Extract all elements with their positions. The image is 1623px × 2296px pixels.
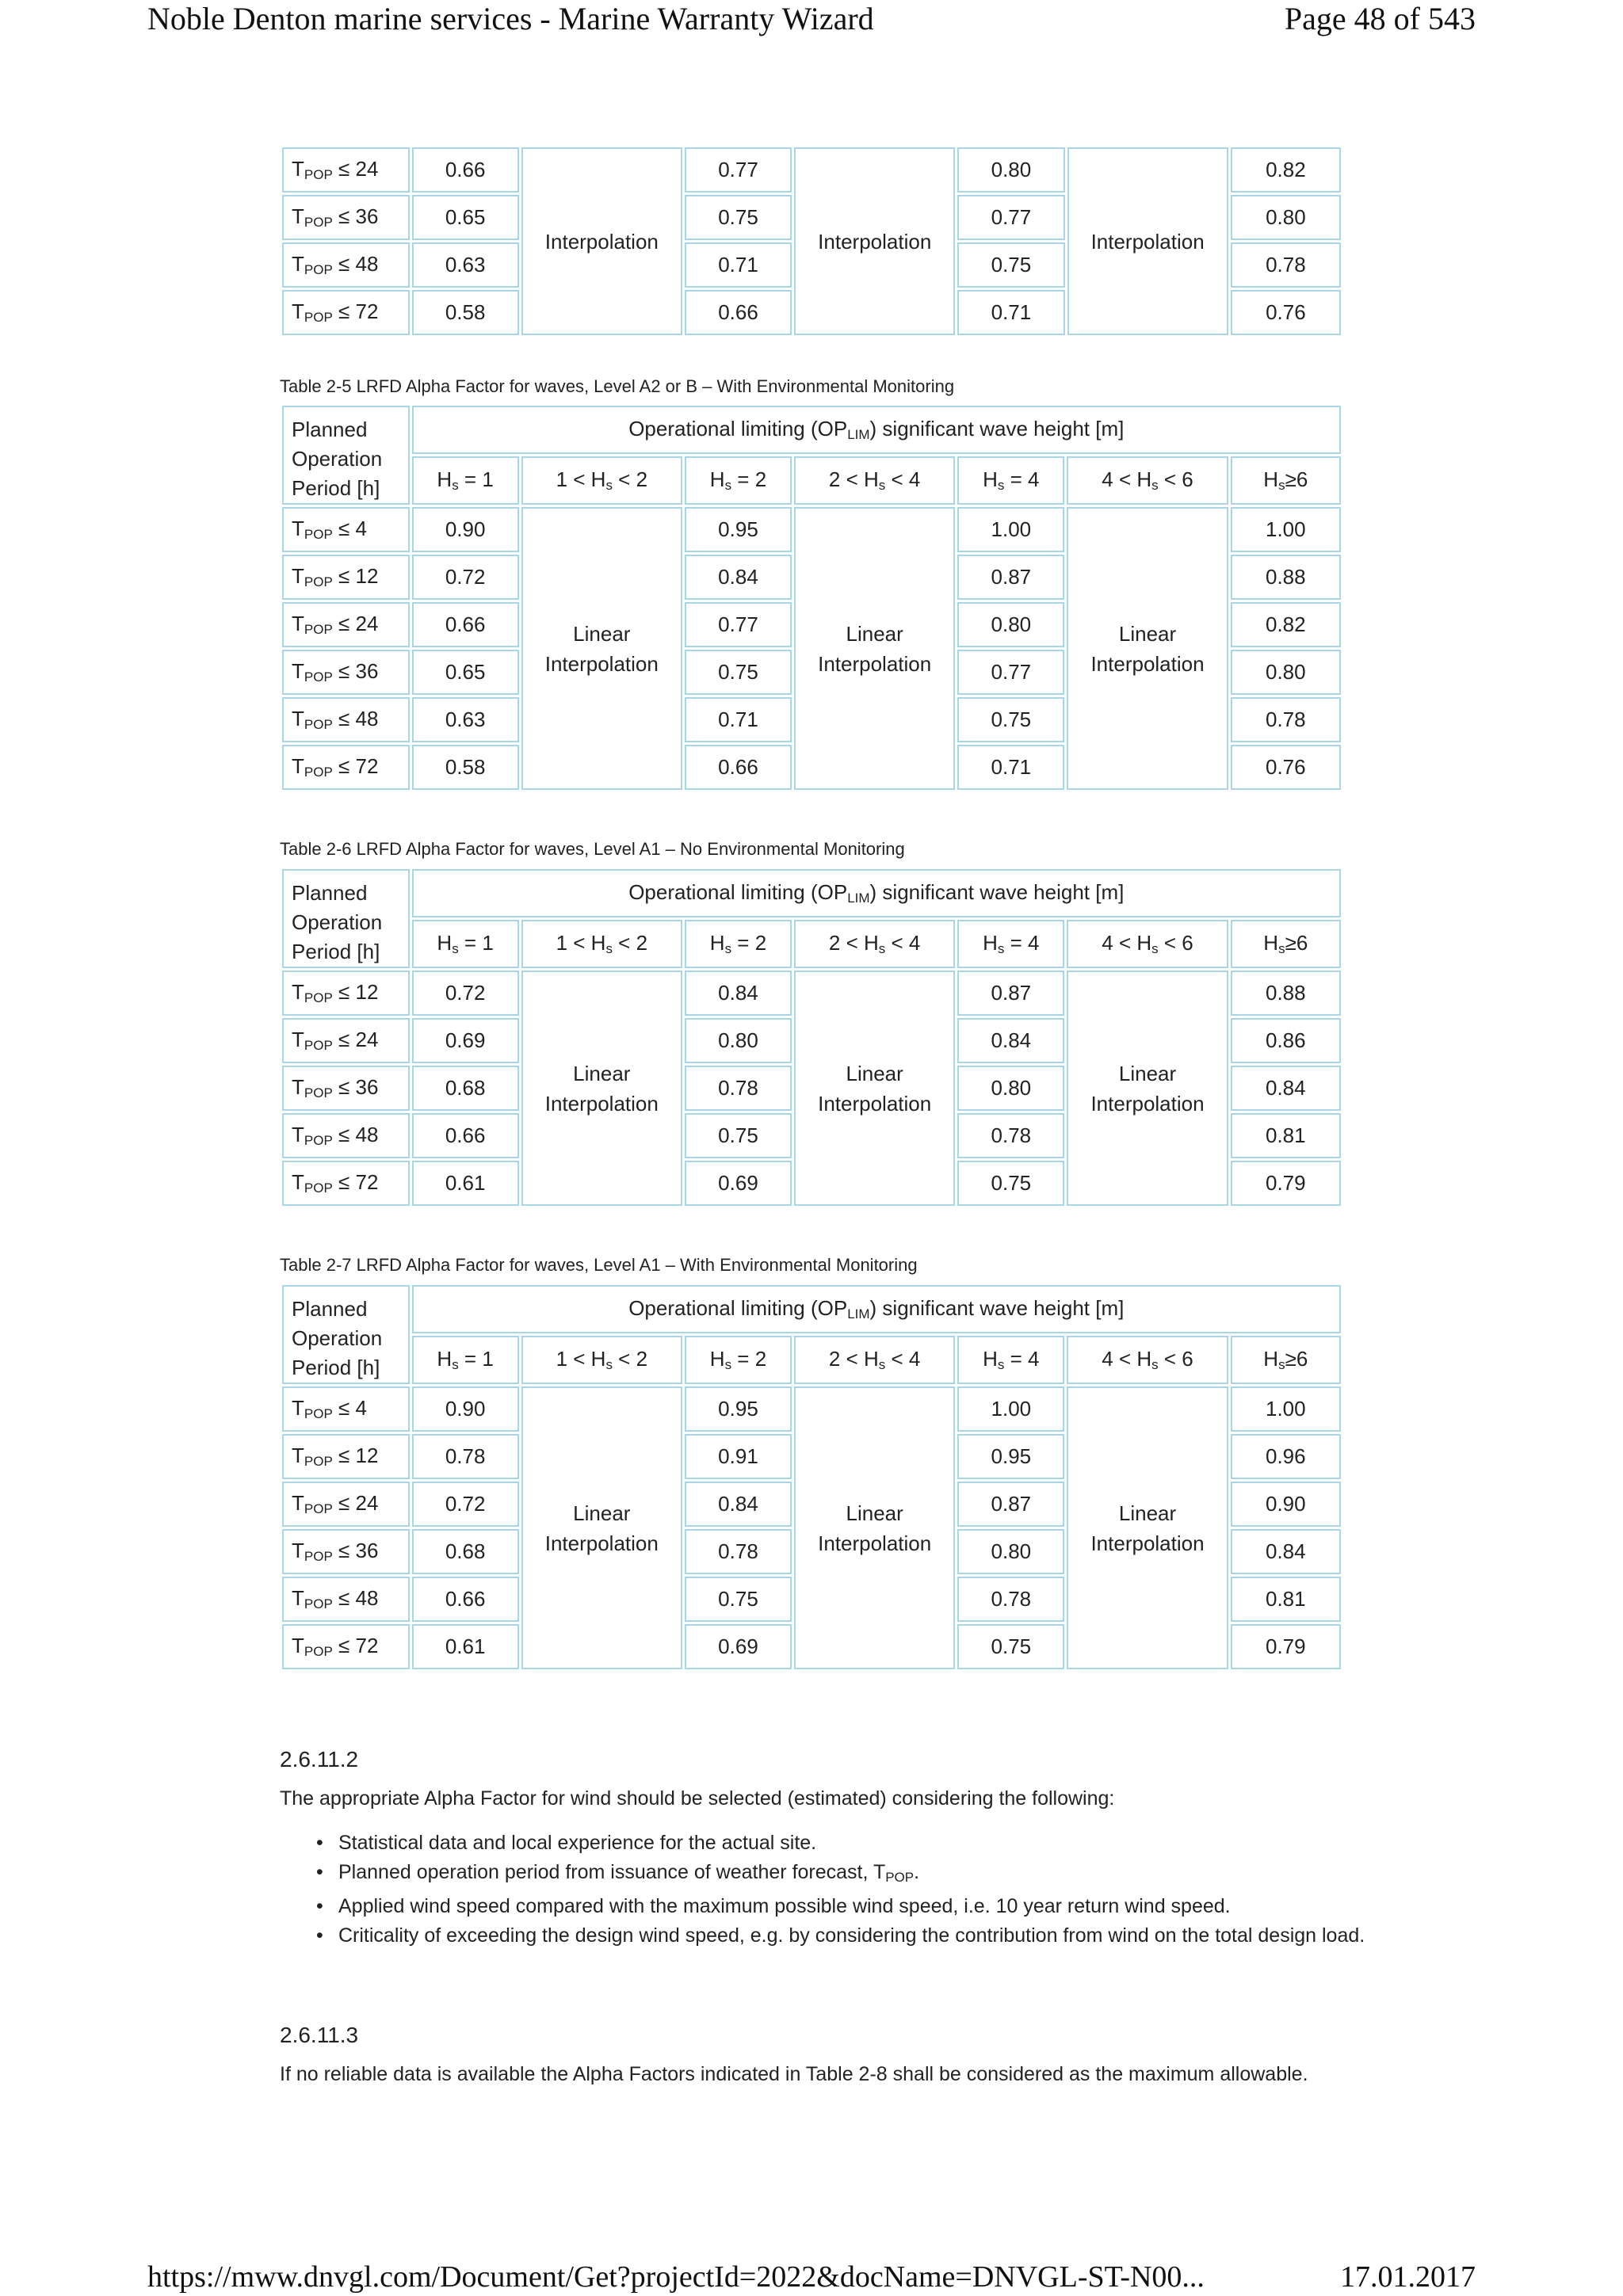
table-cell: 0.66 [412, 1113, 519, 1158]
table-cell: 0.68 [412, 1066, 519, 1111]
table-cell: 0.77 [685, 147, 792, 193]
table-cell: 0.71 [957, 745, 1064, 790]
table-cell: 0.66 [412, 602, 519, 647]
list-item: • Applied wind speed compared with the maximum possible wind speed, i.e. 10 year return wind speed. [338, 1892, 1400, 1921]
table-cell: 0.80 [1231, 195, 1341, 240]
table-cell: 0.90 [1231, 1482, 1341, 1527]
interpolation-cell: Interpolation [521, 147, 682, 335]
table-cell: 0.78 [1231, 242, 1341, 288]
table-cell: 0.72 [412, 971, 519, 1016]
planned-period-header: Planned Operation Period [h] [282, 1285, 410, 1384]
table-cell: 0.84 [1231, 1529, 1341, 1574]
table-cell: 0.78 [957, 1577, 1064, 1622]
hs-header: $H_s = 2$ [685, 456, 792, 505]
table-cell: 0.84 [1231, 1066, 1341, 1111]
table-cell: 0.80 [957, 147, 1064, 193]
table-cell: 0.96 [1231, 1434, 1341, 1479]
hs-header: $H_s = 4$ [957, 1336, 1064, 1384]
table-2-6-caption: Table 2-6 LRFD Alpha Factor for waves, Level A1 – No Environmental Monitoring [280, 839, 905, 859]
interpolation-cell: Linear Interpolation [794, 971, 955, 1206]
table-cell: 0.66 [412, 1577, 519, 1622]
section-2-6-11-3-text: If no reliable data is available the Alpha Factors indicated in Table 2-8 shall be considered as the maximum allowable. [280, 2063, 1308, 2085]
hs-header: $H_s = 1$ [412, 456, 519, 505]
table-cell: 1.00 [1231, 507, 1341, 552]
table-cell: 0.79 [1231, 1624, 1341, 1669]
table-cell: 0.75 [957, 242, 1064, 288]
table-cell: 0.87 [957, 555, 1064, 600]
hs-header: $H_s\ge 6$ [1231, 920, 1341, 968]
row-label: $T_{POP} \le 24$ [282, 602, 410, 647]
bullet-list [280, 1829, 1400, 1951]
row-label: $T_{POP} \le 48$ [282, 242, 410, 288]
list-item: • Planned operation period from issuance of weather forecast, $T_{POP}$. [338, 1858, 1400, 1892]
row-label: $T_{POP} \le 72$ [282, 745, 410, 790]
op-limit-header: Operational limiting $(OP_{LIM})$ significant wave height [m] [412, 1285, 1341, 1333]
hs-header: $H_s = 4$ [957, 456, 1064, 505]
table-cell: 0.71 [685, 242, 792, 288]
table-cell: 0.69 [412, 1018, 519, 1063]
hs-header-row [282, 920, 1341, 968]
footer-date: 17.01.2017 [1340, 2260, 1476, 2294]
table-2-5-caption: Table 2-5 LRFD Alpha Factor for waves, Level A2 or B – With Environmental Monitoring [280, 376, 955, 396]
header-title: Noble Denton marine services - Marine Warranty Wizard [147, 1, 874, 36]
interpolation-cell: Interpolation [794, 147, 955, 335]
row-label: $T_{POP} \le 24$ [282, 147, 410, 193]
table-cell: 0.72 [412, 1482, 519, 1527]
hs-header: $H_s = 2$ [685, 1336, 792, 1384]
table-cell: 0.75 [685, 1113, 792, 1158]
table-cell: 0.75 [685, 1577, 792, 1622]
interpolation-cell: Linear Interpolation [1067, 507, 1228, 790]
table-cell: 0.78 [685, 1066, 792, 1111]
table-continued [280, 145, 1343, 338]
interpolation-cell: Linear Interpolation [794, 507, 955, 790]
list-item: • Statistical data and local experience for the actual site. [338, 1829, 1400, 1858]
table-cell: 0.77 [685, 602, 792, 647]
row-label: $T_{POP} \le 36$ [282, 195, 410, 240]
planned-period-header: Planned Operation Period [h] [282, 869, 410, 968]
row-label: $T_{POP} \le 48$ [282, 697, 410, 742]
table-cell: 0.76 [1231, 290, 1341, 335]
table-cell: 0.80 [685, 1018, 792, 1063]
table-cell: 1.00 [957, 1386, 1064, 1432]
table-cell: 0.88 [1231, 555, 1341, 600]
row-label: $T_{POP} \le 48$ [282, 1577, 410, 1622]
interpolation-cell: Linear Interpolation [521, 507, 682, 790]
section-number-2-6-11-2: 2.6.11.2 [280, 1747, 359, 1772]
interpolation-cell: Linear Interpolation [1067, 971, 1228, 1206]
table-cell: 0.65 [412, 650, 519, 695]
table-2-6 [280, 867, 1343, 1208]
table-cell: 0.80 [957, 1066, 1064, 1111]
table-cell: 0.95 [685, 507, 792, 552]
table-cell: 1.00 [1231, 1386, 1341, 1432]
table-cell: 0.69 [685, 1161, 792, 1206]
row-label: $T_{POP} \le 24$ [282, 1482, 410, 1527]
hs-header: $4 < H_s < 6$ [1067, 1336, 1228, 1384]
planned-period-header: Planned Operation Period [h] [282, 406, 410, 505]
row-label: $T_{POP} \le 36$ [282, 1529, 410, 1574]
table-cell: 0.78 [957, 1113, 1064, 1158]
table-cell: 0.91 [685, 1434, 792, 1479]
table-cell: 0.66 [685, 290, 792, 335]
hs-header-row [282, 1336, 1341, 1384]
table-cell: 0.84 [685, 1482, 792, 1527]
interpolation-cell: Linear Interpolation [521, 1386, 682, 1669]
row-label: $T_{POP} \le 12$ [282, 555, 410, 600]
row-label: $T_{POP} \le 36$ [282, 650, 410, 695]
table-cell: 0.90 [412, 1386, 519, 1432]
table-cell: 0.72 [412, 555, 519, 600]
table-cell: 0.58 [412, 745, 519, 790]
table-cell: 0.77 [957, 650, 1064, 695]
hs-header: $1 < H_s < 2$ [521, 920, 682, 968]
table-cell: 1.00 [957, 507, 1064, 552]
table-cell: 0.61 [412, 1624, 519, 1669]
table-2-5 [280, 403, 1343, 792]
hs-header: $2 < H_s < 4$ [794, 1336, 955, 1384]
table-cell: 0.75 [685, 195, 792, 240]
table-cell: 0.63 [412, 242, 519, 288]
table-cell: 0.75 [685, 650, 792, 695]
hs-header: $4 < H_s < 6$ [1067, 456, 1228, 505]
hs-header: $H_s = 1$ [412, 920, 519, 968]
table-cell: 0.95 [957, 1434, 1064, 1479]
table-cell: 0.69 [685, 1624, 792, 1669]
table-row [282, 507, 1341, 552]
op-limit-header: Operational limiting $(OP_{LIM})$ significant wave height [m] [412, 406, 1341, 454]
table-cell: 0.75 [957, 1161, 1064, 1206]
table-cell: 0.61 [412, 1161, 519, 1206]
interpolation-cell: Linear Interpolation [1067, 1386, 1228, 1669]
hs-header: $H_s\ge 6$ [1231, 1336, 1341, 1384]
row-label: $T_{POP} \le 24$ [282, 1018, 410, 1063]
table-row [282, 147, 1341, 193]
row-label: $T_{POP} \le 12$ [282, 971, 410, 1016]
table-cell: 0.71 [685, 697, 792, 742]
header-row [282, 869, 1341, 917]
hs-header: $4 < H_s < 6$ [1067, 920, 1228, 968]
table-cell: 0.66 [685, 745, 792, 790]
table-cell: 0.88 [1231, 971, 1341, 1016]
row-label: $T_{POP} \le 72$ [282, 290, 410, 335]
list-item: • Criticality of exceeding the design wind speed, e.g. by considering the contribution from wind on the total design load. [338, 1921, 1400, 1951]
row-label: $T_{POP} \le 4$ [282, 1386, 410, 1432]
table-cell: 0.75 [957, 697, 1064, 742]
table-cell: 0.75 [957, 1624, 1064, 1669]
section-number-2-6-11-3: 2.6.11.3 [280, 2023, 359, 2047]
table-cell: 0.81 [1231, 1577, 1341, 1622]
table-cell: 0.84 [685, 971, 792, 1016]
table-cell: 0.86 [1231, 1018, 1341, 1063]
table-2-7-caption: Table 2-7 LRFD Alpha Factor for waves, Level A1 – With Environmental Monitoring [280, 1255, 918, 1275]
table-cell: 0.78 [1231, 697, 1341, 742]
hs-header-row [282, 456, 1341, 505]
table-cell: 0.78 [685, 1529, 792, 1574]
table-cell: 0.80 [957, 602, 1064, 647]
table-cell: 0.81 [1231, 1113, 1341, 1158]
hs-header: $2 < H_s < 4$ [794, 456, 955, 505]
row-label: $T_{POP} \le 72$ [282, 1161, 410, 1206]
table-cell: 0.79 [1231, 1161, 1341, 1206]
table-cell: 0.87 [957, 971, 1064, 1016]
table-cell: 0.95 [685, 1386, 792, 1432]
hs-header: $H_s = 4$ [957, 920, 1064, 968]
header-row [282, 1285, 1341, 1333]
page-number: Page 48 of 543 [1284, 1, 1476, 36]
table-cell: 0.80 [957, 1529, 1064, 1574]
row-label: $T_{POP} \le 72$ [282, 1624, 410, 1669]
hs-header: $H_s = 1$ [412, 1336, 519, 1384]
table-cell: 0.80 [1231, 650, 1341, 695]
header-row [282, 406, 1341, 454]
table-cell: 0.65 [412, 195, 519, 240]
row-label: $T_{POP} \le 4$ [282, 507, 410, 552]
table-cell: 0.84 [685, 555, 792, 600]
interpolation-cell: Linear Interpolation [794, 1386, 955, 1669]
table-cell: 0.78 [412, 1434, 519, 1479]
table-cell: 0.71 [957, 290, 1064, 335]
table-cell: 0.77 [957, 195, 1064, 240]
interpolation-cell: Linear Interpolation [521, 971, 682, 1206]
section-2-6-11-2-intro: The appropriate Alpha Factor for wind should be selected (estimated) considering the following: [280, 1787, 1115, 1810]
page-footer [147, 2260, 1476, 2296]
table-cell: 0.58 [412, 290, 519, 335]
table-cell: 0.87 [957, 1482, 1064, 1527]
table-cell: 0.82 [1231, 147, 1341, 193]
table-cell: 0.66 [412, 147, 519, 193]
hs-header: $1 < H_s < 2$ [521, 1336, 682, 1384]
table-cell: 0.76 [1231, 745, 1341, 790]
table-row [282, 971, 1341, 1016]
hs-header: $2 < H_s < 4$ [794, 920, 955, 968]
hs-header: $H_s = 2$ [685, 920, 792, 968]
table-cell: 0.68 [412, 1529, 519, 1574]
row-label: $T_{POP} \le 48$ [282, 1113, 410, 1158]
table-cell: 0.90 [412, 507, 519, 552]
hs-header: $H_s\ge 6$ [1231, 456, 1341, 505]
table-cell: 0.63 [412, 697, 519, 742]
page-header [147, 0, 1476, 40]
table-2-7 [280, 1283, 1343, 1672]
hs-header: $1 < H_s < 2$ [521, 456, 682, 505]
interpolation-cell: Interpolation [1067, 147, 1228, 335]
op-limit-header: Operational limiting $(OP_{LIM})$ significant wave height [m] [412, 869, 1341, 917]
footer-url: https://mww.dnvgl.com/Document/Get?projectId=2022&docName=DNVGL-ST-N00... [147, 2260, 1205, 2294]
table-cell: 0.82 [1231, 602, 1341, 647]
table-cell: 0.84 [957, 1018, 1064, 1063]
table-row [282, 1386, 1341, 1432]
row-label: $T_{POP} \le 36$ [282, 1066, 410, 1111]
row-label: $T_{POP} \le 12$ [282, 1434, 410, 1479]
